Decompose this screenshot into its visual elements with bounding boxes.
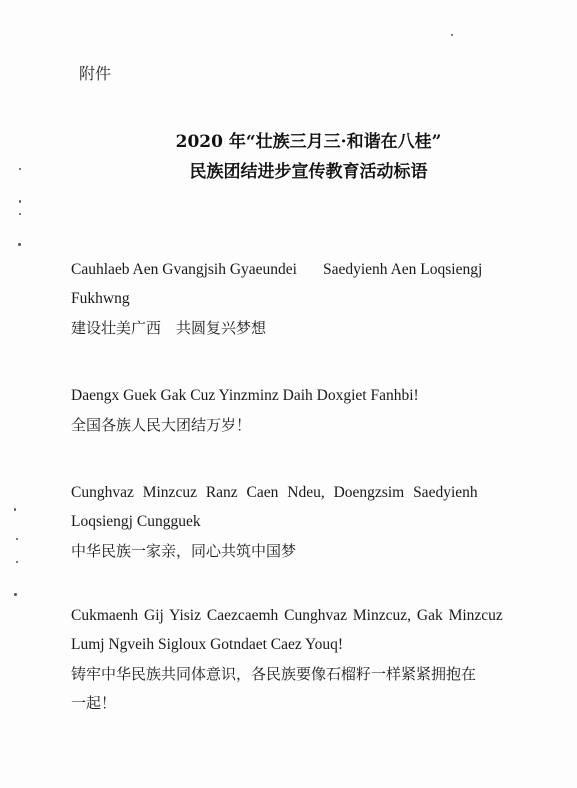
slogan-2-zhuang-line-1: Daengx Guek Gak Cuz Yinzminz Daih Doxgiet Fanhbi! <box>71 387 419 404</box>
scan-speck <box>16 538 18 540</box>
slogan-1 <box>71 260 516 338</box>
slogan-4-chinese-line-1: 铸牢中华民族共同体意识，各民族要像石榴籽一样紧紧拥抱在 <box>71 665 477 683</box>
slogan-4-zhuang-line-2: Lumj Ngveih Sigloux Gotndaet Caez Youq! <box>71 636 344 653</box>
slogan-3-zhuang-line-1: Cunghvaz Minzcuz Ranz Caen Ndeu, Doengzsim Saedyienh <box>71 484 478 501</box>
slogan-4-chinese-line-2: 一起！ <box>71 694 117 712</box>
slogan-3-zhuang-line-2: Loqsiengj Cungguek <box>71 513 201 530</box>
slogan-1-zhuang-line-1 <box>71 260 516 280</box>
slogan-3 <box>71 483 516 561</box>
scan-speck <box>19 200 21 203</box>
scan-speck <box>451 34 453 36</box>
scan-speck <box>19 213 21 215</box>
scan-speck <box>19 168 21 170</box>
scan-speck <box>14 593 17 596</box>
slogan-4-zhuang-line-1: Cukmaenh Gij Yisiz Caezcaemh Cunghvaz Minzcuz, Gak Minzcuz <box>71 607 503 624</box>
document-title-line-1: 2020 年“壮族三月三·和谐在八桂” <box>175 132 442 152</box>
slogan-2-chinese: 全国各族人民大团结万岁！ <box>71 416 252 434</box>
annex-label: 附件 <box>79 64 112 83</box>
scan-speck <box>14 508 16 511</box>
scan-speck <box>16 561 18 563</box>
slogan-1-zhuang-part-a: Cauhlaeb Aen Gvangjsih Gyaeundei <box>71 261 297 278</box>
slogan-2 <box>71 386 516 435</box>
slogan-1-zhuang-part-b: Saedyienh Aen Loqsiengj <box>322 261 483 278</box>
slogan-1-chinese: 建设壮美广西 共圆复兴梦想 <box>71 319 267 337</box>
slogan-3-chinese: 中华民族一家亲，同心共筑中国梦 <box>71 542 297 560</box>
slogan-1-zhuang-line-2: Fukhwng <box>71 290 130 307</box>
slogan-4 <box>71 606 516 713</box>
document-title-line-2: 民族团结进步宣传教育活动标语 <box>189 162 428 182</box>
scan-speck <box>18 243 21 246</box>
